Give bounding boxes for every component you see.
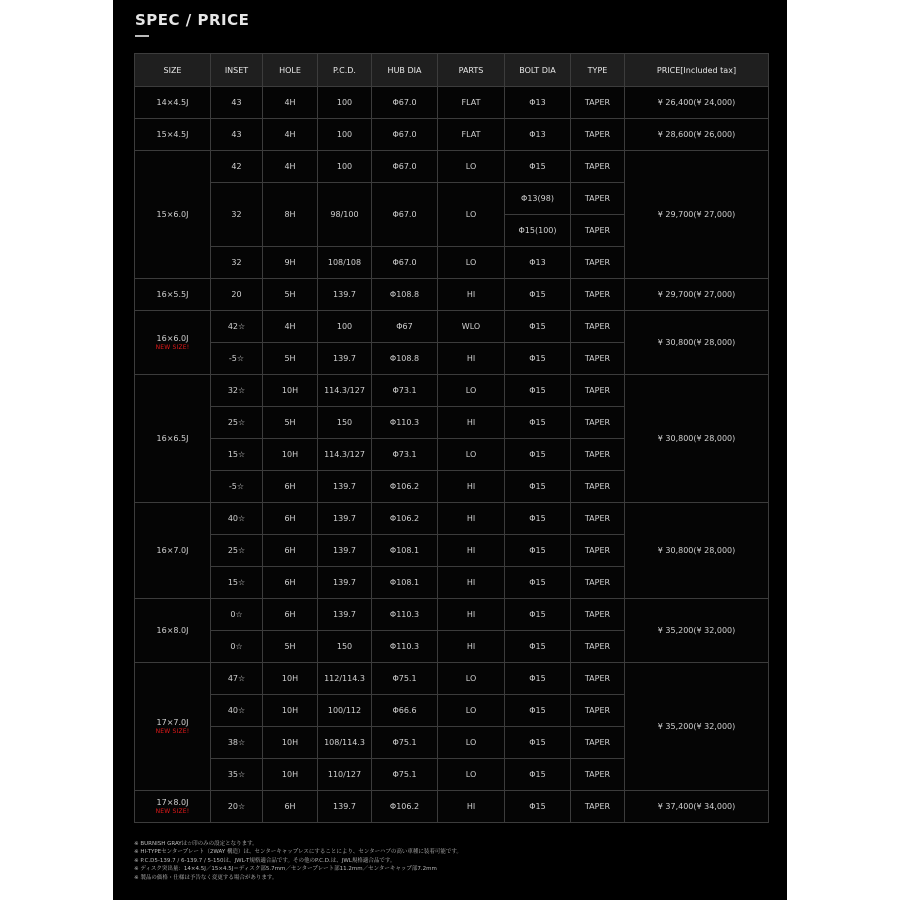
table-row [135,151,769,183]
pcd-cell: 110/127 [318,759,372,791]
hole-cell: 5H [263,343,318,375]
pcd-cell: 100/112 [318,695,372,727]
hub-dia-cell: Φ108.8 [372,279,438,311]
bolt-dia-cell: Φ15 [505,567,571,599]
note: ※ BURNISH GRAYは☆印のみの設定となります。 [134,841,258,847]
hub-dia-cell: Φ108.1 [372,535,438,567]
bolt-dia-cell: Φ15 [505,375,571,407]
hub-dia-cell: Φ110.3 [372,599,438,631]
inset-cell: 42 [211,151,263,183]
size-label: 16×6.5J [156,434,189,443]
parts-cell: LO [438,439,505,471]
bolt-dia-cell: Φ15 [505,471,571,503]
parts-cell: HI [438,791,505,823]
price-cell: ¥ 35,200(¥ 32,000) [625,663,769,791]
pcd-cell: 150 [318,407,372,439]
size-cell [135,311,211,375]
new-size-badge: NEW SIZE! [155,808,190,815]
hub-dia-cell: Φ67.0 [372,183,438,247]
inset-cell: 20 [211,279,263,311]
hub-dia-cell: Φ108.1 [372,567,438,599]
bolt-dia-cell: Φ15 [505,695,571,727]
header-parts: PARTS [438,54,505,87]
bolt-dia-cell: Φ13 [505,247,571,279]
hole-cell: 10H [263,759,318,791]
bolt-dia-cell: Φ13 [505,119,571,151]
price-cell: ¥ 30,800(¥ 28,000) [625,311,769,375]
pcd-cell: 139.7 [318,503,372,535]
hole-cell: 10H [263,663,318,695]
hub-dia-cell: Φ67.0 [372,87,438,119]
inset-cell: 43 [211,119,263,151]
size-label: 17×7.0J [156,718,189,727]
type-cell: TAPER [571,279,625,311]
inset-cell: 40☆ [211,695,263,727]
size-cell [135,503,211,599]
parts-cell: HI [438,599,505,631]
table-body [135,87,769,823]
type-cell: TAPER [571,311,625,343]
spec-table [134,53,769,823]
inset-cell: 43 [211,87,263,119]
new-size-badge: NEW SIZE! [155,728,190,735]
header-size: SIZE [135,54,211,87]
table-row [135,87,769,119]
hub-dia-cell: Φ106.2 [372,503,438,535]
pcd-cell: 100 [318,119,372,151]
inset-cell: 15☆ [211,567,263,599]
hole-cell: 6H [263,535,318,567]
parts-cell: LO [438,151,505,183]
inset-cell: 32 [211,247,263,279]
hub-dia-cell: Φ110.3 [372,407,438,439]
size-cell [135,151,211,279]
hole-cell: 10H [263,695,318,727]
type-cell: TAPER [571,631,625,663]
inset-cell: 32 [211,183,263,247]
hub-dia-cell: Φ73.1 [372,375,438,407]
pcd-cell: 108/114.3 [318,727,372,759]
inset-cell: 25☆ [211,407,263,439]
price-cell: ¥ 30,800(¥ 28,000) [625,375,769,503]
hole-cell: 4H [263,311,318,343]
header-type: TYPE [571,54,625,87]
pcd-cell: 112/114.3 [318,663,372,695]
inset-cell: 15☆ [211,439,263,471]
bolt-dia-cell: Φ15 [505,311,571,343]
hub-dia-cell: Φ108.8 [372,343,438,375]
size-label: 16×7.0J [156,546,189,555]
size-label: 14×4.5J [156,98,189,107]
hole-cell: 4H [263,119,318,151]
parts-cell: LO [438,663,505,695]
bolt-dia-cell: Φ15 [505,151,571,183]
type-cell: TAPER [571,503,625,535]
pcd-cell: 98/100 [318,183,372,247]
inset-cell: 42☆ [211,311,263,343]
size-label: 16×6.0J [156,334,189,343]
inset-cell: 40☆ [211,503,263,535]
inset-cell: 20☆ [211,791,263,823]
table-header-row [135,54,769,87]
hole-cell: 5H [263,631,318,663]
bolt-dia-cell: Φ15 [505,439,571,471]
inset-cell: 32☆ [211,375,263,407]
parts-cell: LO [438,727,505,759]
header-hub-dia: HUB DIA [372,54,438,87]
table-row [135,375,769,407]
pcd-cell: 139.7 [318,471,372,503]
table-row [135,503,769,535]
hole-cell: 10H [263,727,318,759]
bolt-dia-cell: Φ15 [505,631,571,663]
size-cell [135,87,211,119]
parts-cell: LO [438,695,505,727]
size-cell [135,279,211,311]
pcd-cell: 150 [318,631,372,663]
hole-cell: 4H [263,87,318,119]
parts-cell: LO [438,375,505,407]
type-cell: TAPER [571,375,625,407]
hole-cell: 5H [263,407,318,439]
title-underline [135,35,149,37]
table-row [135,119,769,151]
hub-dia-cell: Φ67.0 [372,247,438,279]
bolt-dia-cell: Φ15 [505,503,571,535]
bolt-dia-cell: Φ15 [505,599,571,631]
pcd-cell: 114.3/127 [318,439,372,471]
type-cell: TAPER [571,215,625,247]
inset-cell: 0☆ [211,631,263,663]
parts-cell: HI [438,503,505,535]
parts-cell: FLAT [438,119,505,151]
pcd-cell: 139.7 [318,343,372,375]
pcd-cell: 114.3/127 [318,375,372,407]
hole-cell: 6H [263,599,318,631]
bolt-dia-cell: Φ15 [505,791,571,823]
pcd-cell: 100 [318,151,372,183]
price-cell: ¥ 29,700(¥ 27,000) [625,279,769,311]
bolt-dia-cell: Φ15 [505,663,571,695]
hub-dia-cell: Φ106.2 [372,791,438,823]
hub-dia-cell: Φ66.6 [372,695,438,727]
parts-cell: FLAT [438,87,505,119]
type-cell: TAPER [571,471,625,503]
type-cell: TAPER [571,695,625,727]
hub-dia-cell: Φ106.2 [372,471,438,503]
inset-cell: 35☆ [211,759,263,791]
hub-dia-cell: Φ75.1 [372,663,438,695]
type-cell: TAPER [571,87,625,119]
table-row [135,599,769,631]
bolt-dia-cell: Φ15 [505,727,571,759]
price-cell: ¥ 28,600(¥ 26,000) [625,119,769,151]
bolt-dia-cell: Φ15 [505,535,571,567]
type-cell: TAPER [571,183,625,215]
size-label: 16×5.5J [156,290,189,299]
spec-price-panel [113,0,787,900]
parts-cell: HI [438,567,505,599]
inset-cell: -5☆ [211,471,263,503]
inset-cell: 0☆ [211,599,263,631]
type-cell: TAPER [571,439,625,471]
type-cell: TAPER [571,407,625,439]
type-cell: TAPER [571,791,625,823]
type-cell: TAPER [571,343,625,375]
hub-dia-cell: Φ110.3 [372,631,438,663]
pcd-cell: 139.7 [318,567,372,599]
header-price: PRICE[Included tax] [625,54,769,87]
hole-cell: 4H [263,151,318,183]
parts-cell: HI [438,631,505,663]
size-label: 15×4.5J [156,130,189,139]
type-cell: TAPER [571,727,625,759]
note: ※ P.C.D5-139.7 / 6-139.7 / 5-150は、JWL-T規格適合品です。その他のP.C.D.は、JWL規格適合品です。 [134,857,396,864]
hole-cell: 8H [263,183,318,247]
table-row [135,663,769,695]
parts-cell: HI [438,535,505,567]
price-cell: ¥ 37,400(¥ 34,000) [625,791,769,823]
pcd-cell: 100 [318,87,372,119]
header-inset: INSET [211,54,263,87]
size-cell [135,791,211,823]
hole-cell: 6H [263,567,318,599]
parts-cell: HI [438,471,505,503]
pcd-cell: 139.7 [318,279,372,311]
parts-cell: LO [438,759,505,791]
header-bolt-dia: BOLT DIA [505,54,571,87]
hole-cell: 10H [263,375,318,407]
type-cell: TAPER [571,599,625,631]
bolt-dia-cell: Φ15(100) [505,215,571,247]
type-cell: TAPER [571,663,625,695]
size-cell [135,119,211,151]
hub-dia-cell: Φ75.1 [372,727,438,759]
hole-cell: 5H [263,279,318,311]
pcd-cell: 139.7 [318,791,372,823]
note: ※ HI-TYPEセンタープレート（2WAY 構造）は、センターキャップレスにすることにより、センターハブの高い車種に装着可能です。 [134,849,462,856]
note: ※ ディスク突出量：14×4.5J／15×4.5J＝ディスク部5.7mm／センタープレート部11.2mm／センターキャップ部7.2mm [134,866,437,873]
parts-cell: WLO [438,311,505,343]
hole-cell: 6H [263,503,318,535]
size-label: 16×8.0J [156,626,189,635]
size-cell [135,663,211,791]
section-title: SPEC / PRICE [135,11,250,29]
price-cell: ¥ 35,200(¥ 32,000) [625,599,769,663]
type-cell: TAPER [571,567,625,599]
bolt-dia-cell: Φ15 [505,407,571,439]
size-label: 15×6.0J [156,210,189,219]
pcd-cell: 139.7 [318,535,372,567]
inset-cell: 38☆ [211,727,263,759]
size-label: 17×8.0J [156,798,189,807]
header-pcd: P.C.D. [318,54,372,87]
type-cell: TAPER [571,535,625,567]
type-cell: TAPER [571,247,625,279]
bolt-dia-cell: Φ15 [505,279,571,311]
new-size-badge: NEW SIZE! [155,344,190,351]
hole-cell: 6H [263,791,318,823]
parts-cell: LO [438,183,505,247]
hole-cell: 9H [263,247,318,279]
hub-dia-cell: Φ67 [372,311,438,343]
note: ※ 製品の価格・仕様は予告なく変更する場合があります。 [134,874,278,881]
type-cell: TAPER [571,151,625,183]
bolt-dia-cell: Φ13 [505,87,571,119]
pcd-cell: 139.7 [318,599,372,631]
price-cell: ¥ 26,400(¥ 24,000) [625,87,769,119]
table-row [135,791,769,823]
bolt-dia-cell: Φ15 [505,343,571,375]
price-cell: ¥ 30,800(¥ 28,000) [625,503,769,599]
pcd-cell: 100 [318,311,372,343]
parts-cell: HI [438,279,505,311]
type-cell: TAPER [571,759,625,791]
type-cell: TAPER [571,119,625,151]
parts-cell: LO [438,247,505,279]
hub-dia-cell: Φ73.1 [372,439,438,471]
hub-dia-cell: Φ75.1 [372,759,438,791]
parts-cell: HI [438,407,505,439]
size-cell [135,599,211,663]
notes [134,840,774,882]
pcd-cell: 108/108 [318,247,372,279]
table-row [135,311,769,343]
inset-cell: 47☆ [211,663,263,695]
inset-cell: 25☆ [211,535,263,567]
bolt-dia-cell: Φ13(98) [505,183,571,215]
bolt-dia-cell: Φ15 [505,759,571,791]
hub-dia-cell: Φ67.0 [372,151,438,183]
hole-cell: 10H [263,439,318,471]
header-hole: HOLE [263,54,318,87]
table-row [135,279,769,311]
price-cell: ¥ 29,700(¥ 27,000) [625,151,769,279]
parts-cell: HI [438,343,505,375]
hole-cell: 6H [263,471,318,503]
hub-dia-cell: Φ67.0 [372,119,438,151]
inset-cell: -5☆ [211,343,263,375]
size-cell [135,375,211,503]
